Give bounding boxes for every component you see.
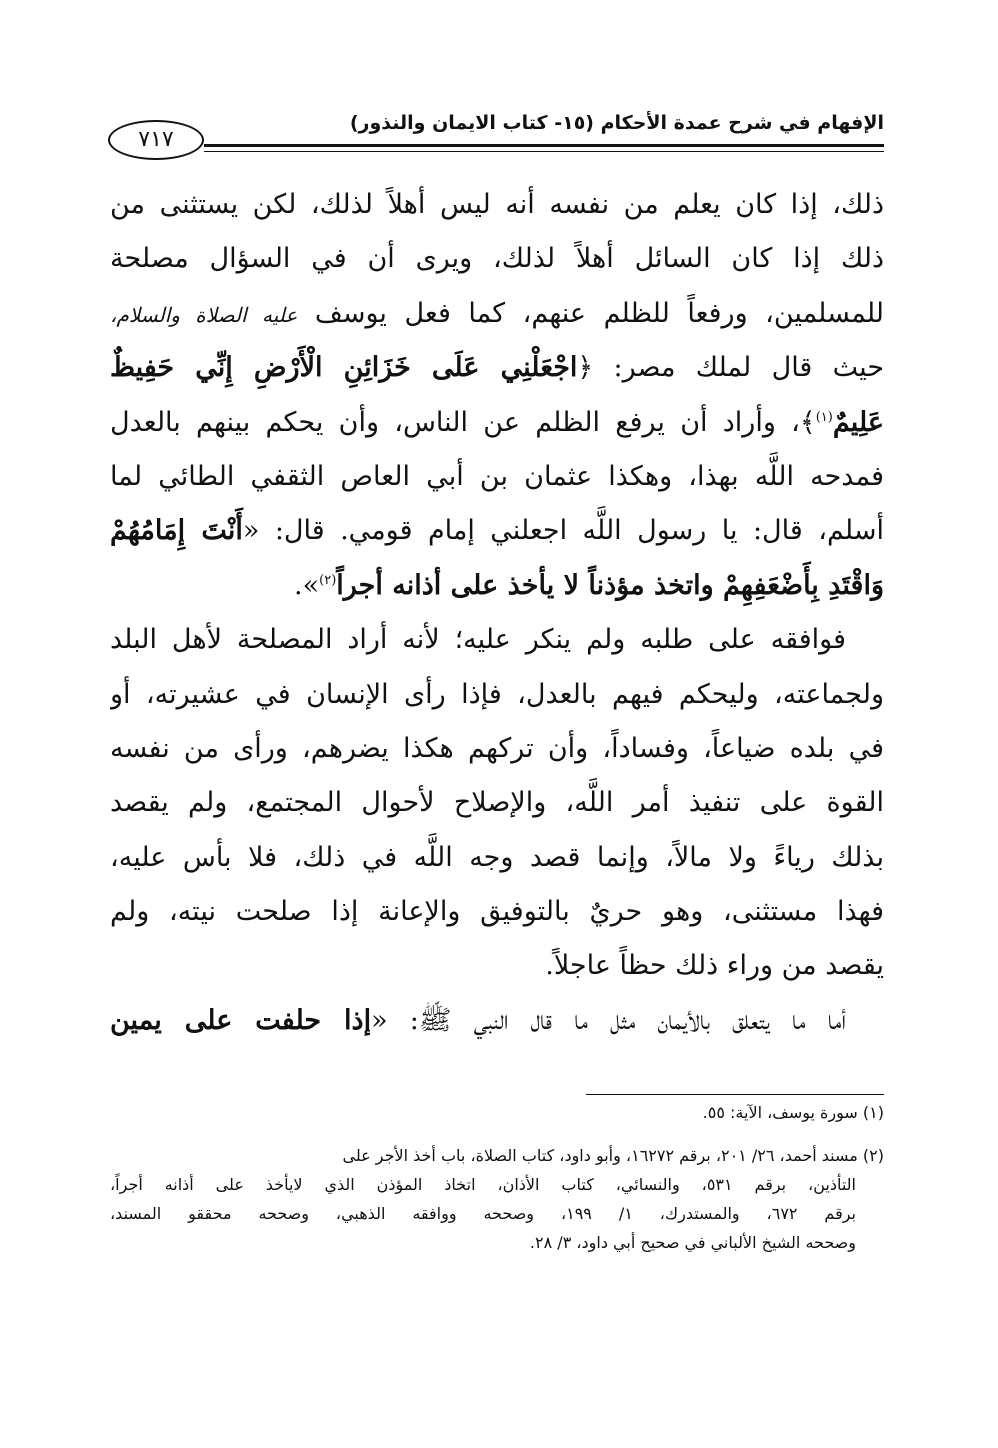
text-segment: أسلم، قال: يا رسول اللَّه اجعلني إمام قومي. قال: «	[242, 515, 884, 547]
text-segment: للمسلمين، ورفعاً للظلم عنهم، كما فعل يوسف	[314, 297, 884, 329]
text-line-14: فهذا مستثنى، وهو حريٌ بالتوفيق والإعانة إذا صلحت نيته، ولم	[110, 896, 884, 928]
quran-verse-end: عَلِيمٌ	[832, 406, 884, 438]
text-segment: أما ما يتعلق بالأيمان مثل ما قال النبي ﷺ: «	[371, 1004, 846, 1036]
hadith-text-end: وَاقْتَدِ بِأَضْعَفِهِمْ واتخذ مؤذناً لا يأخذ على أذانه أجراً	[336, 569, 884, 601]
hadith-text: أَنْتَ إِمَامُهُمْ	[110, 515, 243, 547]
text-line-9: فوافقه على طلبه ولم ينكر عليه؛ لأنه أراد المصلحة لأهل البلد	[110, 624, 846, 656]
footnote-1: (١) سورة يوسف، الآية: ٥٥.	[702, 1103, 884, 1122]
text-line-16	[110, 994, 884, 1048]
page-number: ٧١٧	[108, 120, 204, 160]
hadith-text: إذا حلفت على يمين	[110, 1004, 372, 1036]
footnote-2-line-4: وصححه الشيخ الألباني في صحيح أبي داود، ٣/ ٢٨.	[529, 1233, 856, 1252]
footnote-ref-1[interactable]: (١)	[815, 409, 833, 425]
footnotes	[110, 1098, 884, 1257]
text-line-10: ولجماعته، وليحكم فيهم بالعدل، فإذا رأى الإنسان في عشيرته، أو	[110, 678, 884, 710]
text-line-3	[110, 287, 884, 341]
text-line-6: فمدحه اللَّه بهذا، وهكذا عثمان بن أبي العاص الثقفي الطائي لما	[110, 460, 884, 492]
footnote-separator	[586, 1094, 884, 1095]
running-title: الإفهام في شرح عمدة الأحكام (١٥- كتاب الايمان والنذور)	[349, 112, 884, 134]
text-line-2: ذلك إذا كان السائل أهلاً لذلك، ويرى أن في السؤال مصلحة	[110, 243, 884, 275]
text-line-5	[110, 396, 884, 450]
text-segment: ».	[294, 569, 320, 601]
header-rule-thin	[204, 151, 884, 152]
main-text	[110, 178, 884, 1048]
text-line-4	[110, 341, 884, 395]
text-line-7	[110, 504, 884, 558]
text-line-12: القوة على تنفيذ أمر اللَّه، والإصلاح لأحوال المجتمع، ولم يقصد	[110, 787, 884, 819]
footnote-gap	[110, 1127, 884, 1141]
footnote-2-line-2: التأذين، برقم ٥٣١، والنسائي، كتاب الأذان، اتخاذ المؤذن الذي لايأخذ على أذانه أجراً،	[110, 1175, 856, 1194]
header-rule-thick	[204, 144, 884, 147]
quran-verse: اجْعَلْنِي عَلَى خَزَائِنِ الْأَرْضِ إِنِّي حَفِيظٌ	[110, 352, 578, 384]
text-line-1: ذلك، إذا كان يعلم من نفسه أنه ليس أهلاً لذلك، لكن يستثنى من	[110, 189, 884, 220]
text-line-15: يقصد من وراء ذلك حظاً عاجلاً.	[545, 950, 884, 982]
footnote-2-line-3: برقم ٦٧٢، والمستدرك، ١/ ١٩٩، وصححه ووافقه الذهبي، وصححه محققو المسند،	[110, 1204, 857, 1223]
text-line-13: بذلك رياءً ولا مالاً، وإنما قصد وجه اللَّه في ذلك، فلا بأس عليه،	[110, 841, 884, 873]
text-segment: ﴾، وأراد أن يرفع الظلم عن الناس، وأن يحكم بينهم بالعدل	[110, 406, 816, 438]
footnote-ref-2[interactable]: (٢)	[319, 572, 337, 588]
text-line-8	[110, 559, 884, 613]
page-header	[108, 106, 884, 166]
text-segment: حيث قال لملك مصر: ﴿	[577, 352, 884, 384]
honorific-phrase: عليه الصلاة والسلام،	[110, 302, 298, 327]
text-line-11: في بلده ضياعاً، وفساداً، وأن تركهم هكذا يضرهم، ورأى من نفسه	[110, 732, 884, 764]
footnote-2-line-1: (٢) مسند أحمد، ٢٦/ ٢٠١، برقم ١٦٢٧٢، وأبو داود، كتاب الصلاة، باب أخذ الأجر على	[342, 1146, 884, 1165]
